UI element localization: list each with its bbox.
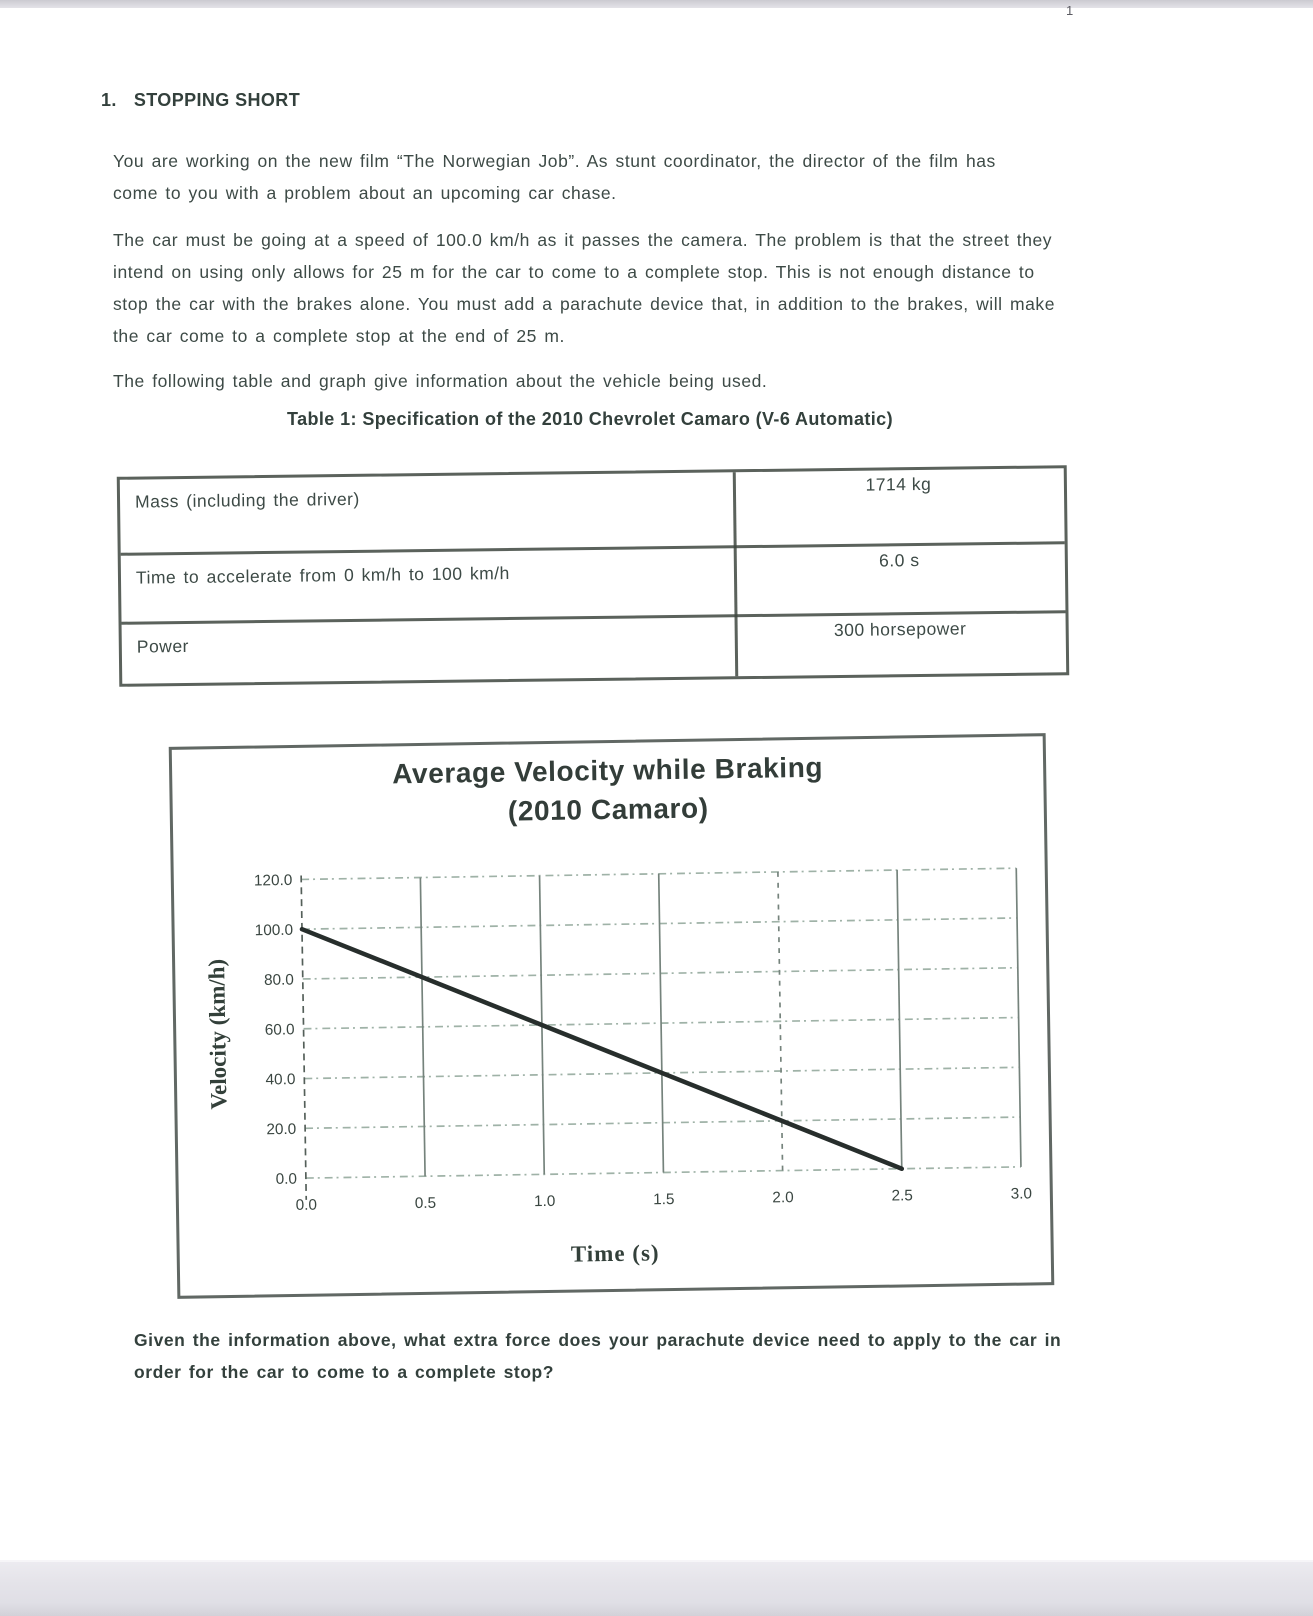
svg-text:80.0: 80.0	[263, 971, 295, 989]
svg-text:40.0: 40.0	[265, 1071, 296, 1089]
svg-text:0.0: 0.0	[275, 1170, 298, 1188]
spec-table	[117, 465, 1069, 687]
svg-text:60.0: 60.0	[264, 1021, 295, 1039]
table-row	[120, 468, 1065, 553]
chart-subtitle: (2010 Camaro)	[507, 792, 709, 827]
row-value-power: 300 horsepower	[833, 618, 967, 641]
braking-chart-figure	[169, 733, 1055, 1299]
svg-text:2.0: 2.0	[772, 1189, 794, 1207]
section-heading	[101, 90, 300, 111]
svg-text:100.0: 100.0	[254, 921, 294, 940]
chart-title: Average Velocity while Braking	[391, 751, 824, 790]
y-axis-label: Velocity (km/h)	[204, 958, 232, 1110]
table-caption: Table 1: Specification of the 2010 Chevrolet Camaro (V-6 Automatic)	[287, 409, 893, 429]
page-number: 1	[1066, 3, 1074, 18]
x-axis-label: Time (s)	[570, 1240, 660, 1267]
svg-text:1.5: 1.5	[653, 1190, 675, 1209]
svg-text:3.0: 3.0	[1010, 1185, 1033, 1203]
paragraph-intro: You are working on the new film “The Norwegian Job”. As stunt coordinator, the director of the film has come to you with a problem about an upcoming car chase.	[113, 151, 996, 203]
table-row	[122, 610, 1067, 687]
svg-text:0.5: 0.5	[414, 1194, 437, 1213]
row-label-power: Power	[136, 635, 190, 657]
paragraph-problem: The car must be going at a speed of 100.0 km/h as it passes the camera. The problem is that the street they intend on using only allows for 25 m for the car to come to a complete stop. This is not enough distance to stop the car with the brakes alone. You must add a parachute device that, in addition to the brakes, will make the car come to a complete stop at the end of 25 m.	[113, 230, 1055, 346]
svg-text:0.0: 0.0	[295, 1196, 318, 1214]
paragraph-table-note: The following table and graph give information about the vehicle being used.	[113, 371, 768, 391]
row-value-acceleration-time: 6.0 s	[878, 550, 920, 571]
row-value-mass: 1714 kg	[865, 473, 932, 495]
row-label-mass: Mass (including the driver)	[134, 488, 360, 512]
braking-chart-svg	[172, 736, 1051, 1296]
scan-bottom-band	[0, 1560, 1313, 1616]
question-text: Given the information above, what extra force does your parachute device need to apply to the car in order for the car to come to a complete stop?	[134, 1330, 1062, 1382]
section-title: STOPPING SHORT	[133, 90, 301, 110]
svg-text:120.0: 120.0	[253, 871, 293, 890]
section-number: 1.	[101, 90, 117, 110]
row-label-acceleration-time: Time to accelerate from 0 km/h to 100 km/h	[135, 563, 510, 588]
svg-text:1.0: 1.0	[533, 1192, 556, 1211]
svg-text:2.5: 2.5	[891, 1187, 913, 1205]
svg-text:20.0: 20.0	[266, 1120, 297, 1139]
